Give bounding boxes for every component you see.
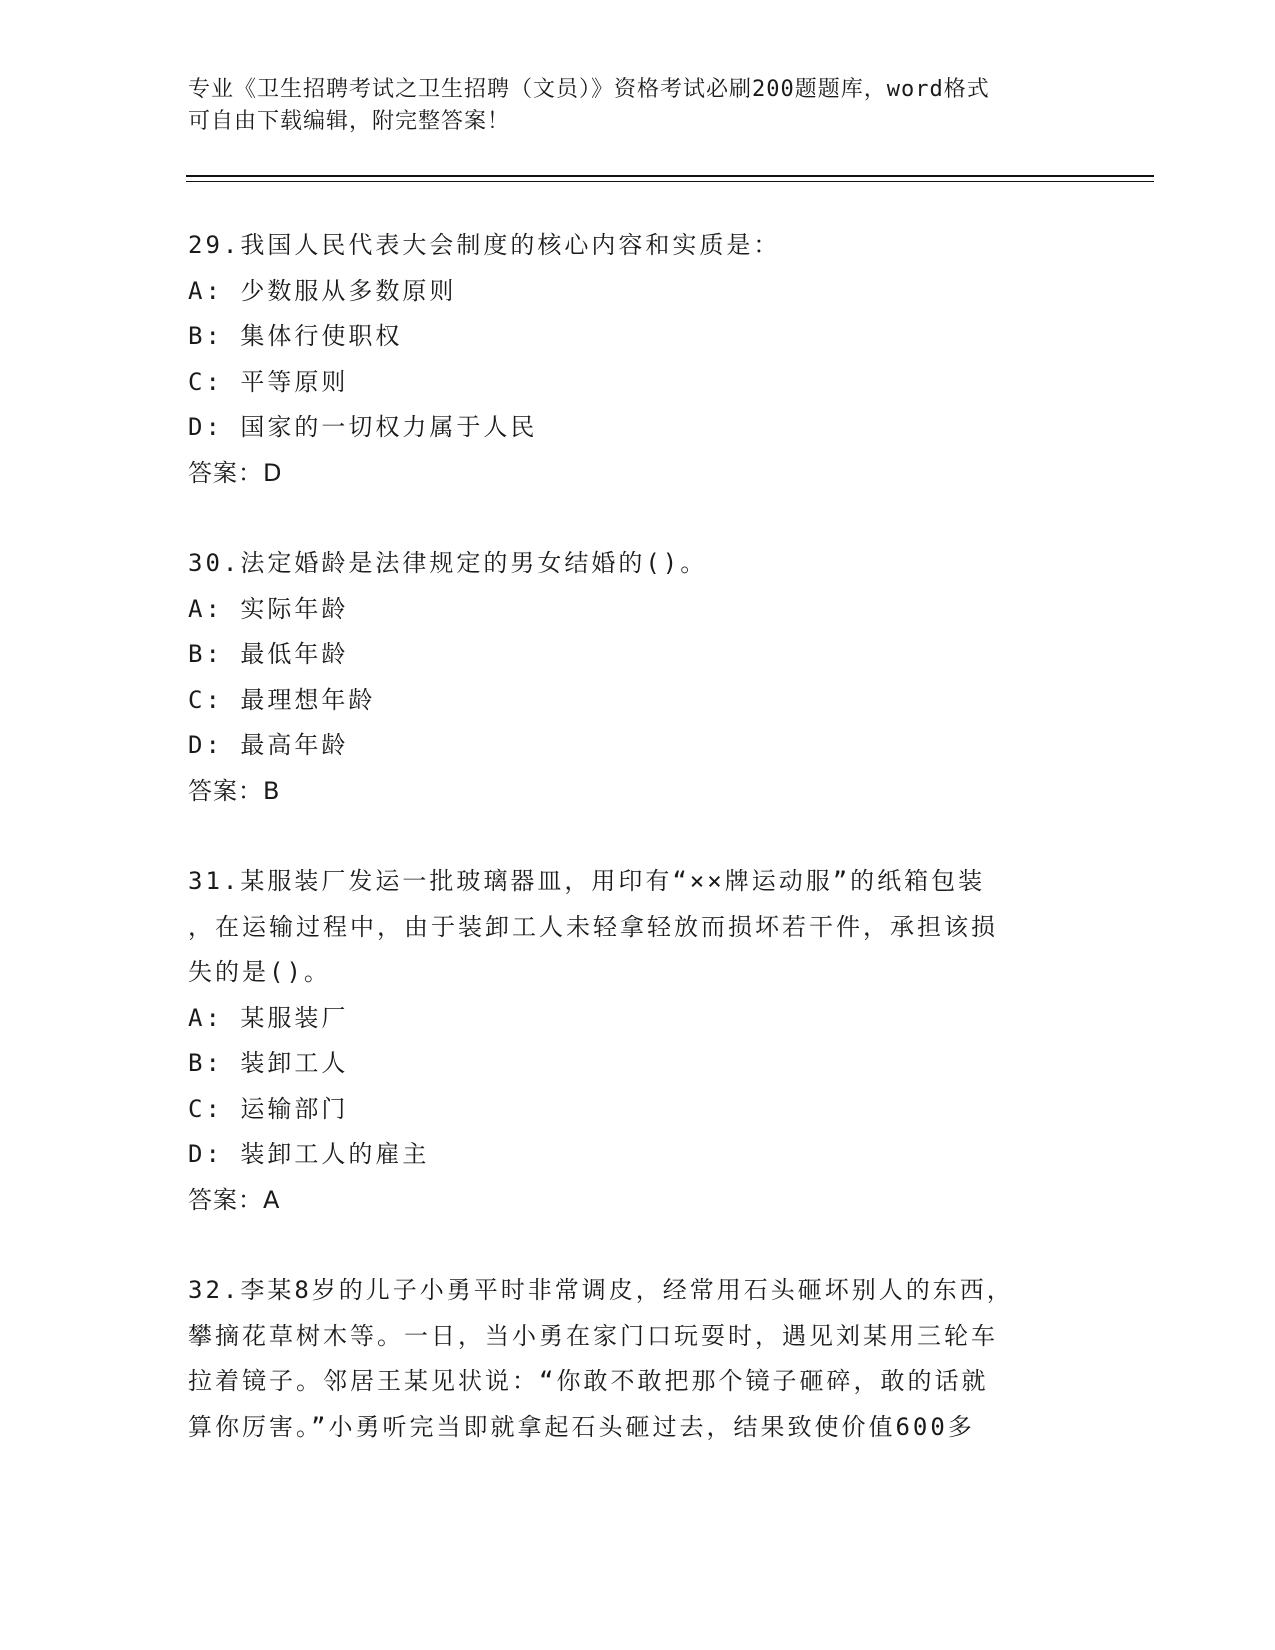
header-line-2: 可自由下载编辑，附完整答案！ <box>188 109 511 134</box>
option-c: C: 最理想年龄 <box>188 685 376 714</box>
question-stem-line-2: 攀摘花草树木等。一日，当小勇在家门口玩耍时，遇见刘某用三轮车 <box>188 1321 998 1350</box>
option-d: D: 最高年龄 <box>188 731 349 759</box>
question-29 <box>188 223 1088 496</box>
option-b: B: 集体行使职权 <box>188 322 403 350</box>
header-divider-thick <box>186 175 1154 177</box>
header-divider-thin <box>186 181 1154 182</box>
question-stem: 29.我国人民代表大会制度的核心内容和实质是： <box>188 231 781 259</box>
option-c: C: 平等原则 <box>188 367 349 396</box>
option-d: D: 国家的一切权力属于人民 <box>188 413 538 441</box>
option-d: D: 装卸工人的雇主 <box>188 1140 430 1168</box>
question-stem-line-4: 算你厉害。”小勇听完当即就拿起石头砸过去，结果致使价值600多 <box>188 1412 975 1441</box>
question-31 <box>188 859 1088 1223</box>
question-32 <box>188 1268 1088 1450</box>
option-c: C: 运输部门 <box>188 1094 349 1123</box>
answer: 答案：B <box>188 776 281 805</box>
question-stem-line-2: ，在运输过程中，由于装卸工人未轻拿轻放而损坏若干件，承担该损 <box>188 912 998 941</box>
question-stem-line-3: 拉着镜子。邻居王某见状说：“你敢不敢把那个镜子砸碎，敢的话就 <box>188 1367 989 1395</box>
option-a: A: 少数服从多数原则 <box>188 276 457 305</box>
question-stem-line-1: 31.某服装厂发运一批玻璃器皿，用印有“××牌运动服”的纸箱包装 <box>188 867 986 895</box>
question-stem: 30.法定婚龄是法律规定的男女结婚的()。 <box>188 549 708 577</box>
option-b: B: 最低年龄 <box>188 640 349 668</box>
option-b: B: 装卸工人 <box>188 1049 349 1077</box>
answer: 答案：D <box>188 458 283 487</box>
answer: 答案：A <box>188 1185 281 1214</box>
document-header <box>188 74 1088 138</box>
option-a: A: 某服装厂 <box>188 1003 349 1032</box>
question-stem-line-1: 32.李某8岁的儿子小勇平时非常调皮，经常用石头砸坏别人的东西， <box>188 1276 1014 1304</box>
question-stem-line-3: 失的是()。 <box>188 958 331 986</box>
option-a: A: 实际年龄 <box>188 594 349 623</box>
question-30 <box>188 541 1088 814</box>
header-line-1: 专业《卫生招聘考试之卫生招聘（文员）》资格考试必刷200题题库，word格式 <box>188 77 990 102</box>
